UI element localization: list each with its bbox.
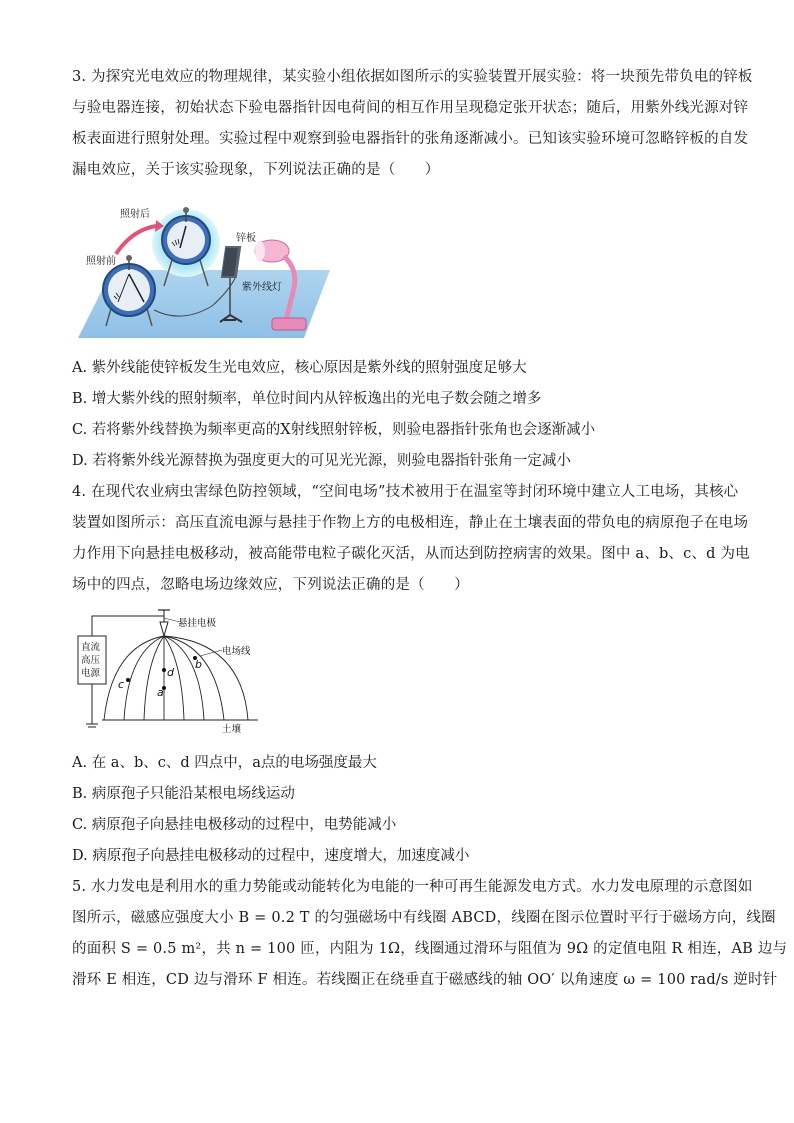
power-label-3: 电源 — [81, 668, 101, 679]
q3-option-b[interactable]: B. 增大紫外线的照射频率，单位时间内从锌板逸出的光电子数会随之增多 — [72, 391, 542, 407]
point-c-dot — [126, 678, 130, 682]
power-label-1: 直流 — [81, 642, 101, 653]
q3-figure — [72, 198, 332, 343]
q4-line: 场中的四点，忽略电场边缘效应，下列说法正确的是（ ） — [72, 577, 469, 593]
q4-line: 力作用下向悬挂电极移动，被高能带电粒子碳化灭活，从而达到防控病害的效果。图中 a、b、c、d 为电 — [72, 546, 750, 562]
q4-line: 装置如图所示：高压直流电源与悬挂于作物上方的电极相连，静止在土壤表面的带负电的病原孢子在电场 — [72, 515, 749, 531]
power-label-2: 高压 — [81, 655, 101, 666]
point-d-dot — [162, 668, 166, 672]
before-label: 照射前 — [86, 256, 116, 267]
q3-line: 与验电器连接，初始状态下验电器指针因电荷间的相互作用呈现稳定张开状态；随后，用紫外线光源对锌 — [72, 100, 749, 116]
q5-line: 滑环 E 相连，CD 边与滑环 F 相连。若线圈正在绕垂直于磁感线的轴 OO′ 以角速度 ω = 100 rad/s 逆时针 — [72, 972, 778, 988]
question-5-stem — [72, 872, 788, 996]
q4-figure — [72, 606, 262, 736]
q3-option-c[interactable]: C. 若将紫外线替换为频率更高的X射线照射锌板，则验电器指针张角也会逐渐减小 — [72, 422, 596, 438]
q4-option-c[interactable]: C. 病原孢子向悬挂电极移动的过程中，电势能减小 — [72, 817, 397, 833]
q3-option-d[interactable]: D. 若将紫外线光源替换为强度更大的可见光光源，则验电器指针张角一定减小 — [72, 453, 571, 469]
q3-line: 漏电效应，关于该实验现象，下列说法正确的是（ ） — [72, 162, 440, 178]
q4-option-a[interactable]: A. 在 a、b、c、d 四点中，a点的电场强度最大 — [72, 755, 377, 771]
q4-line: 4. 在现代农业病虫害绿色防控领域，“空间电场”技术被用于在温室等封闭环境中建立人工电场，其核心 — [72, 484, 739, 500]
electrode-wire — [92, 616, 164, 636]
transition-arrow — [116, 226, 156, 254]
plate-label: 锌板 — [236, 233, 256, 244]
soil-label: 土壤 — [222, 724, 242, 735]
question-4-stem — [72, 477, 750, 601]
q4-option-b[interactable]: B. 病原孢子只能沿某根电场线运动 — [72, 786, 295, 802]
q5-line: 5. 水力发电是利用水的重力势能或动能转化为电能的一种可再生能源发电方式。水力发电原理的示意图如 — [72, 879, 753, 895]
q5-line: 图所示，磁感应强度大小 B = 0.2 T 的匀强磁场中有线圈 ABCD，线圈在图示位置时平行于磁场方向，线圈 — [72, 910, 776, 926]
point-c-label: c — [118, 678, 125, 691]
point-b-label: b — [195, 658, 202, 671]
electrode-label: 悬挂电极 — [178, 618, 217, 629]
lamp-label: 紫外线灯 — [242, 282, 282, 293]
q3-option-a[interactable]: A. 紫外线能使锌板发生光电效应，核心原因是紫外线的照射强度足够大 — [72, 360, 527, 376]
q4-option-d[interactable]: D. 病原孢子向悬挂电极移动的过程中，速度增大，加速度减小 — [72, 848, 470, 864]
question-3-stem — [72, 62, 753, 186]
electrode-tip — [160, 622, 168, 636]
q3-line: 板表面进行照射处理。实验过程中观察到验电器指针的张角逐渐减小。已知该实验环境可忽略锌板的自发 — [72, 131, 749, 147]
q3-line: 3. 为探究光电效应的物理规律，某实验小组依据如图所示的实验装置开展实验：将一块预先带负电的锌板 — [72, 69, 753, 85]
field-line-label: 电场线 — [222, 646, 251, 657]
after-label: 照射后 — [120, 209, 150, 220]
point-a-label: a — [157, 686, 164, 699]
point-d-label: d — [167, 666, 174, 679]
q5-line: 的面积 S = 0.5 m²，共 n = 100 匝，内阻为 1Ω，线圈通过滑环与阻值为 9Ω 的定值电阻 R 相连，AB 边与 — [72, 941, 788, 957]
